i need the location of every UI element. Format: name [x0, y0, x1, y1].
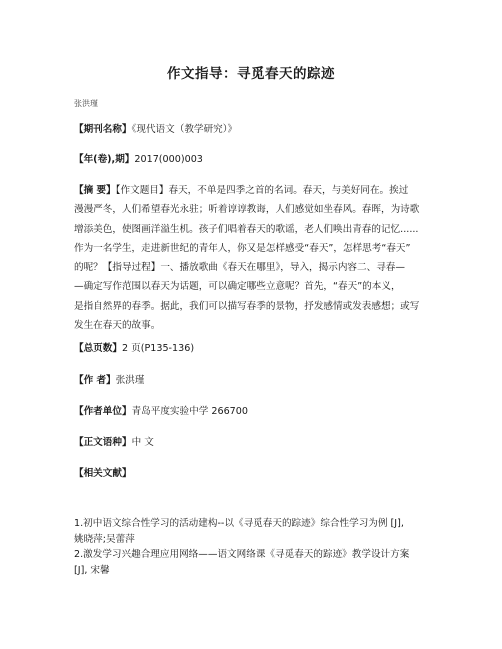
abstract-line: 作为一名学生，走进新世纪的青年人，你又是怎样感受“春天”，怎样思考“春天”: [74, 242, 411, 254]
year-issue-label: 【年(卷),期】: [74, 154, 135, 165]
author-value: 张洪瑾: [115, 375, 145, 386]
reference-item-1[interactable]: 1.初中语文综合性学习的活动建构--以《寻觅春天的踪迹》综合性学习为例 [J],: [74, 518, 404, 529]
related-field: [74, 465, 434, 483]
abstract-line: 漫漫严冬，人们希望春光永驻；听着谆谆教诲，人们感觉如坐春风。春晖，为诗歌: [74, 204, 420, 216]
journal-value: 《现代语文（教学研究）》: [131, 124, 238, 135]
year-issue-value: 2017(000)003: [134, 154, 203, 165]
affiliation-field: [74, 403, 434, 421]
journal-field: [74, 121, 434, 139]
abstract-line: 增添美色，使图画洋溢生机。孩子们唱着春天的歌谣，老人们唤出青春的记忆......: [74, 223, 419, 235]
affiliation-value: 青岛平度实验中学 266700: [131, 406, 248, 417]
year-issue-field: [74, 151, 434, 169]
abstract-line: 的呢？【指导过程】一、播放歌曲《春天在哪里》，导入，揭示内容二、寻春—: [74, 262, 405, 274]
abstract-block: [74, 181, 434, 335]
language-field: [74, 434, 434, 452]
pages-field: [74, 340, 434, 358]
abstract-label: 【摘 要】: [74, 185, 116, 196]
reference-item-1-cont[interactable]: 姚晓萍;吴蕾萍: [74, 533, 135, 545]
abstract-line: 【摘 要】【作文题目】春天，不单是四季之首的名词。春天，与美好同在。挨过: [74, 185, 409, 196]
related-label: 【相关文献】: [74, 468, 132, 479]
abstract-line: 是指自然界的春季。据此，我们可以描写春季的景物，抒发感情或发表感想；或写: [74, 300, 420, 312]
reference-list: [74, 516, 444, 578]
journal-label: 【期刊名称】: [74, 124, 132, 135]
pages-value: 2 页(P135-136): [121, 343, 195, 354]
abstract-line: —确定写作范围以春天为话题，可以确定哪些立意呢？首先，“春天”的本义，: [74, 281, 401, 293]
reference-item-2[interactable]: 2.激发学习兴趣合理应用网络——语文网络课《寻觅春天的踪迹》教学设计方案: [74, 549, 410, 560]
author-byline: 张洪瑾: [74, 99, 98, 108]
language-label: 【正文语种】: [74, 437, 132, 448]
author-field: [74, 372, 434, 390]
page-title: 作文指导：寻觅春天的踪迹: [167, 66, 335, 82]
language-value: 中 文: [131, 437, 154, 448]
affiliation-label: 【作者单位】: [74, 406, 132, 417]
pages-label: 【总页数】: [74, 343, 122, 354]
reference-item-2-cont[interactable]: [J], 宋馨: [74, 564, 110, 576]
abstract-line: 发生在春天的故事。: [74, 320, 161, 332]
author-label: 【作 者】: [74, 375, 116, 386]
